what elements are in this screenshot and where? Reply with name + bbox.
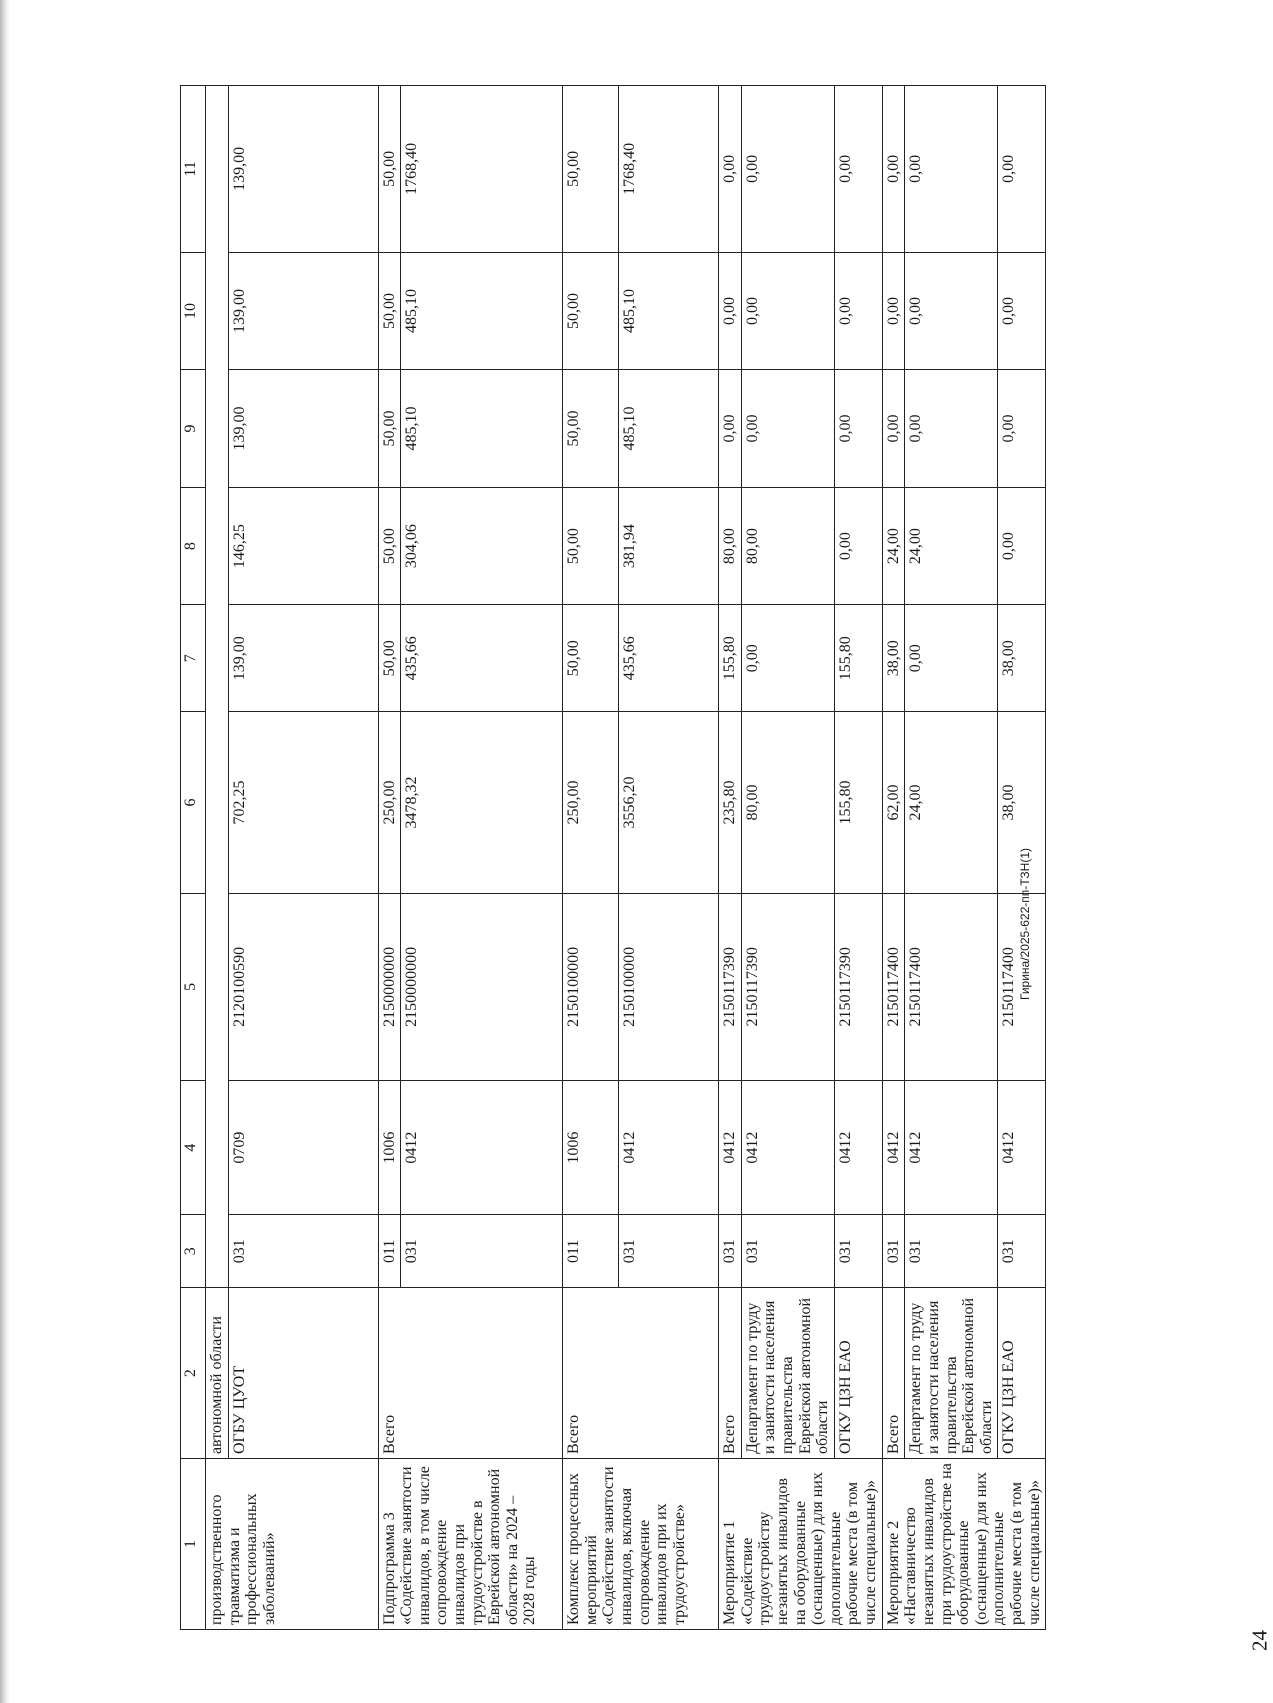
cell-grbs: 031 bbox=[905, 1215, 998, 1288]
cell-rzpr: 0412 bbox=[619, 1080, 719, 1215]
cell-total: 155,80 bbox=[834, 712, 882, 894]
cell-total: 62,00 bbox=[882, 712, 905, 894]
col-header-8: 8 bbox=[181, 487, 206, 605]
table-row bbox=[228, 86, 378, 1630]
col-header-2: 2 bbox=[181, 1288, 206, 1459]
cell-year-3: 139,00 bbox=[228, 370, 378, 488]
cell-year-1: 50,00 bbox=[563, 605, 619, 712]
cell-year-2: 80,00 bbox=[741, 487, 834, 605]
col-header-1: 1 bbox=[181, 1459, 206, 1630]
cell-rzpr: 1006 bbox=[378, 1080, 401, 1215]
cell-total: 702,25 bbox=[228, 712, 378, 894]
cell-year-5: 0,00 bbox=[882, 86, 905, 253]
cell-year-4: 485,10 bbox=[401, 252, 563, 370]
cell-org: Всего bbox=[882, 1288, 905, 1459]
cell-total: 250,00 bbox=[563, 712, 619, 894]
cell-org: ОГКУ ЦЗН ЕАО bbox=[998, 1288, 1046, 1459]
cell-year-2: 304,06 bbox=[401, 487, 563, 605]
table-row bbox=[563, 86, 619, 1630]
cell-grbs: 031 bbox=[619, 1215, 719, 1288]
table-row bbox=[719, 86, 742, 1630]
cell-csr: 2150100000 bbox=[619, 893, 719, 1080]
col-header-10: 10 bbox=[181, 252, 206, 370]
table-row bbox=[905, 86, 998, 1630]
page-number: 24 bbox=[1247, 1630, 1272, 1651]
cell-year-3: 50,00 bbox=[378, 370, 401, 488]
cell-org: Всего bbox=[719, 1288, 742, 1459]
scan-edge-shadow bbox=[0, 0, 10, 1703]
budget-table bbox=[180, 85, 1046, 1630]
cell-grbs: 031 bbox=[834, 1215, 882, 1288]
table-row bbox=[378, 86, 401, 1630]
cell-year-5: 0,00 bbox=[905, 86, 998, 253]
cell-year-3: 0,00 bbox=[905, 370, 998, 488]
cell-grbs: 031 bbox=[998, 1215, 1046, 1288]
cell-year-5: 0,00 bbox=[719, 86, 742, 253]
cell-year-1: 50,00 bbox=[378, 605, 401, 712]
cell-year-4: 139,00 bbox=[228, 252, 378, 370]
cell-year-4: 0,00 bbox=[882, 252, 905, 370]
cell-year-1: 0,00 bbox=[905, 605, 998, 712]
cell-year-4: 0,00 bbox=[719, 252, 742, 370]
cell-year-3: 0,00 bbox=[882, 370, 905, 488]
cell-rzpr: 0412 bbox=[882, 1080, 905, 1215]
cell-csr: 2150117390 bbox=[719, 893, 742, 1080]
cell-year-5: 1768,40 bbox=[619, 86, 719, 253]
cell-year-3: 0,00 bbox=[741, 370, 834, 488]
cell-year-5: 0,00 bbox=[741, 86, 834, 253]
cell-csr: 2150000000 bbox=[401, 893, 563, 1080]
cell-year-2: 0,00 bbox=[998, 487, 1046, 605]
cell-grbs: 031 bbox=[719, 1215, 742, 1288]
cell-org: Всего bbox=[563, 1288, 719, 1459]
header-row bbox=[181, 86, 206, 1630]
table-row bbox=[206, 86, 229, 1630]
cell-grbs: 011 bbox=[563, 1215, 619, 1288]
cell-org: Департамент по труду и занятости населения правительства Еврейской автономной области bbox=[905, 1288, 998, 1459]
cell-grbs: 031 bbox=[401, 1215, 563, 1288]
cell-org: ОГКУ ЦЗН ЕАО bbox=[834, 1288, 882, 1459]
col-header-6: 6 bbox=[181, 712, 206, 894]
cell-year-5: 1768,40 bbox=[401, 86, 563, 253]
rotated-page bbox=[180, 85, 1100, 1630]
cell-event-2: Мероприятие 2 «Наставничество незанятых инвалидов при трудоустройстве на оборудованные (оснащенные) для них дополнительные рабочие места (в том числе специальные)» bbox=[882, 1459, 1046, 1630]
cell-year-2: 381,94 bbox=[619, 487, 719, 605]
col-header-4: 4 bbox=[181, 1080, 206, 1215]
cell-grbs: 031 bbox=[741, 1215, 834, 1288]
cell-year-4: 50,00 bbox=[563, 252, 619, 370]
cell-year-5: 50,00 bbox=[378, 86, 401, 253]
cell-year-5: 139,00 bbox=[228, 86, 378, 253]
col-header-7: 7 bbox=[181, 605, 206, 712]
col-header-5: 5 bbox=[181, 893, 206, 1080]
cell-year-5: 50,00 bbox=[563, 86, 619, 253]
cell-total: 80,00 bbox=[741, 712, 834, 894]
col-header-9: 9 bbox=[181, 370, 206, 488]
cell-org: Департамент по труду и занятости населения правительства Еврейской автономной области bbox=[741, 1288, 834, 1459]
cell-rzpr: 0412 bbox=[719, 1080, 742, 1215]
cell-year-1: 155,80 bbox=[719, 605, 742, 712]
cell-year-2: 24,00 bbox=[905, 487, 998, 605]
col-header-11: 11 bbox=[181, 86, 206, 253]
cell-year-2: 146,25 bbox=[228, 487, 378, 605]
cell-total: 3478,32 bbox=[401, 712, 563, 894]
cell-year-3: 0,00 bbox=[834, 370, 882, 488]
cell-year-2: 24,00 bbox=[882, 487, 905, 605]
cell-csr: 2150117400 bbox=[905, 893, 998, 1080]
cell-year-1: 435,66 bbox=[401, 605, 563, 712]
cell-subprogram-3: Подпрограмма 3 «Содействие занятости инвалидов, в том числе сопровождение инвалидов при трудоустройстве в Еврейской автономной области» на 2024 – 2028 годы bbox=[378, 1459, 563, 1630]
table-row bbox=[834, 86, 882, 1630]
cell-year-3: 0,00 bbox=[719, 370, 742, 488]
cell-year-4: 50,00 bbox=[378, 252, 401, 370]
cell-grbs: 031 bbox=[228, 1215, 378, 1288]
cell-year-4: 485,10 bbox=[619, 252, 719, 370]
cell-csr: 2150117400 bbox=[998, 893, 1046, 1080]
cell-org-continued: автономной области bbox=[206, 1288, 229, 1459]
empty-continuation-cell bbox=[206, 86, 229, 1288]
cell-rzpr: 0412 bbox=[401, 1080, 563, 1215]
cell-year-3: 0,00 bbox=[998, 370, 1046, 488]
cell-rzpr: 0412 bbox=[905, 1080, 998, 1215]
cell-year-2: 50,00 bbox=[378, 487, 401, 605]
cell-year-1: 38,00 bbox=[998, 605, 1046, 712]
cell-rzpr: 0412 bbox=[998, 1080, 1046, 1215]
cell-rzpr: 0709 bbox=[228, 1080, 378, 1215]
cell-total: 38,00 bbox=[998, 712, 1046, 894]
cell-complex: Комплекс процессных мероприятий «Содействие занятости инвалидов, включая сопровождение инвалидов при их трудоустройстве» bbox=[563, 1459, 719, 1630]
cell-year-5: 0,00 bbox=[998, 86, 1046, 253]
cell-total: 3556,20 bbox=[619, 712, 719, 894]
cell-csr: 2150117400 bbox=[882, 893, 905, 1080]
col-header-3: 3 bbox=[181, 1215, 206, 1288]
cell-year-5: 0,00 bbox=[834, 86, 882, 253]
table-row bbox=[998, 86, 1046, 1630]
cell-csr: 2150117390 bbox=[834, 893, 882, 1080]
cell-csr: 2150000000 bbox=[378, 893, 401, 1080]
cell-year-1: 155,80 bbox=[834, 605, 882, 712]
cell-event-1: Мероприятие 1 «Содействие трудоустройству незанятых инвалидов на оборудованные (оснащенные) для них дополнительные рабочие места (в том числе специальные)» bbox=[719, 1459, 883, 1630]
cell-year-1: 435,66 bbox=[619, 605, 719, 712]
cell-rzpr: 0412 bbox=[834, 1080, 882, 1215]
cell-rzpr: 0412 bbox=[741, 1080, 834, 1215]
cell-year-2: 50,00 bbox=[563, 487, 619, 605]
cell-org: Всего bbox=[378, 1288, 563, 1459]
cell-year-4: 0,00 bbox=[834, 252, 882, 370]
cell-year-3: 485,10 bbox=[401, 370, 563, 488]
cell-csr: 2120100590 bbox=[228, 893, 378, 1080]
cell-year-4: 0,00 bbox=[741, 252, 834, 370]
cell-year-3: 485,10 bbox=[619, 370, 719, 488]
table-row bbox=[882, 86, 905, 1630]
cell-rzpr: 1006 bbox=[563, 1080, 619, 1215]
document-stamp: Гирина/2025-622-пп-ТЗН(1) bbox=[1018, 847, 1032, 1000]
cell-total: 235,80 bbox=[719, 712, 742, 894]
cell-year-1: 38,00 bbox=[882, 605, 905, 712]
cell-grbs: 031 bbox=[882, 1215, 905, 1288]
cell-total: 250,00 bbox=[378, 712, 401, 894]
cell-program-continued: производственного травматизма и профессиональных заболеваний» bbox=[206, 1459, 379, 1630]
cell-year-4: 0,00 bbox=[905, 252, 998, 370]
cell-year-1: 139,00 bbox=[228, 605, 378, 712]
cell-total: 24,00 bbox=[905, 712, 998, 894]
cell-year-3: 50,00 bbox=[563, 370, 619, 488]
cell-year-2: 0,00 bbox=[834, 487, 882, 605]
table-row bbox=[741, 86, 834, 1630]
cell-year-4: 0,00 bbox=[998, 252, 1046, 370]
cell-org: ОГБУ ЦУОТ bbox=[228, 1288, 378, 1459]
cell-year-2: 80,00 bbox=[719, 487, 742, 605]
cell-year-1: 0,00 bbox=[741, 605, 834, 712]
cell-grbs: 011 bbox=[378, 1215, 401, 1288]
cell-csr: 2150100000 bbox=[563, 893, 619, 1080]
cell-csr: 2150117390 bbox=[741, 893, 834, 1080]
